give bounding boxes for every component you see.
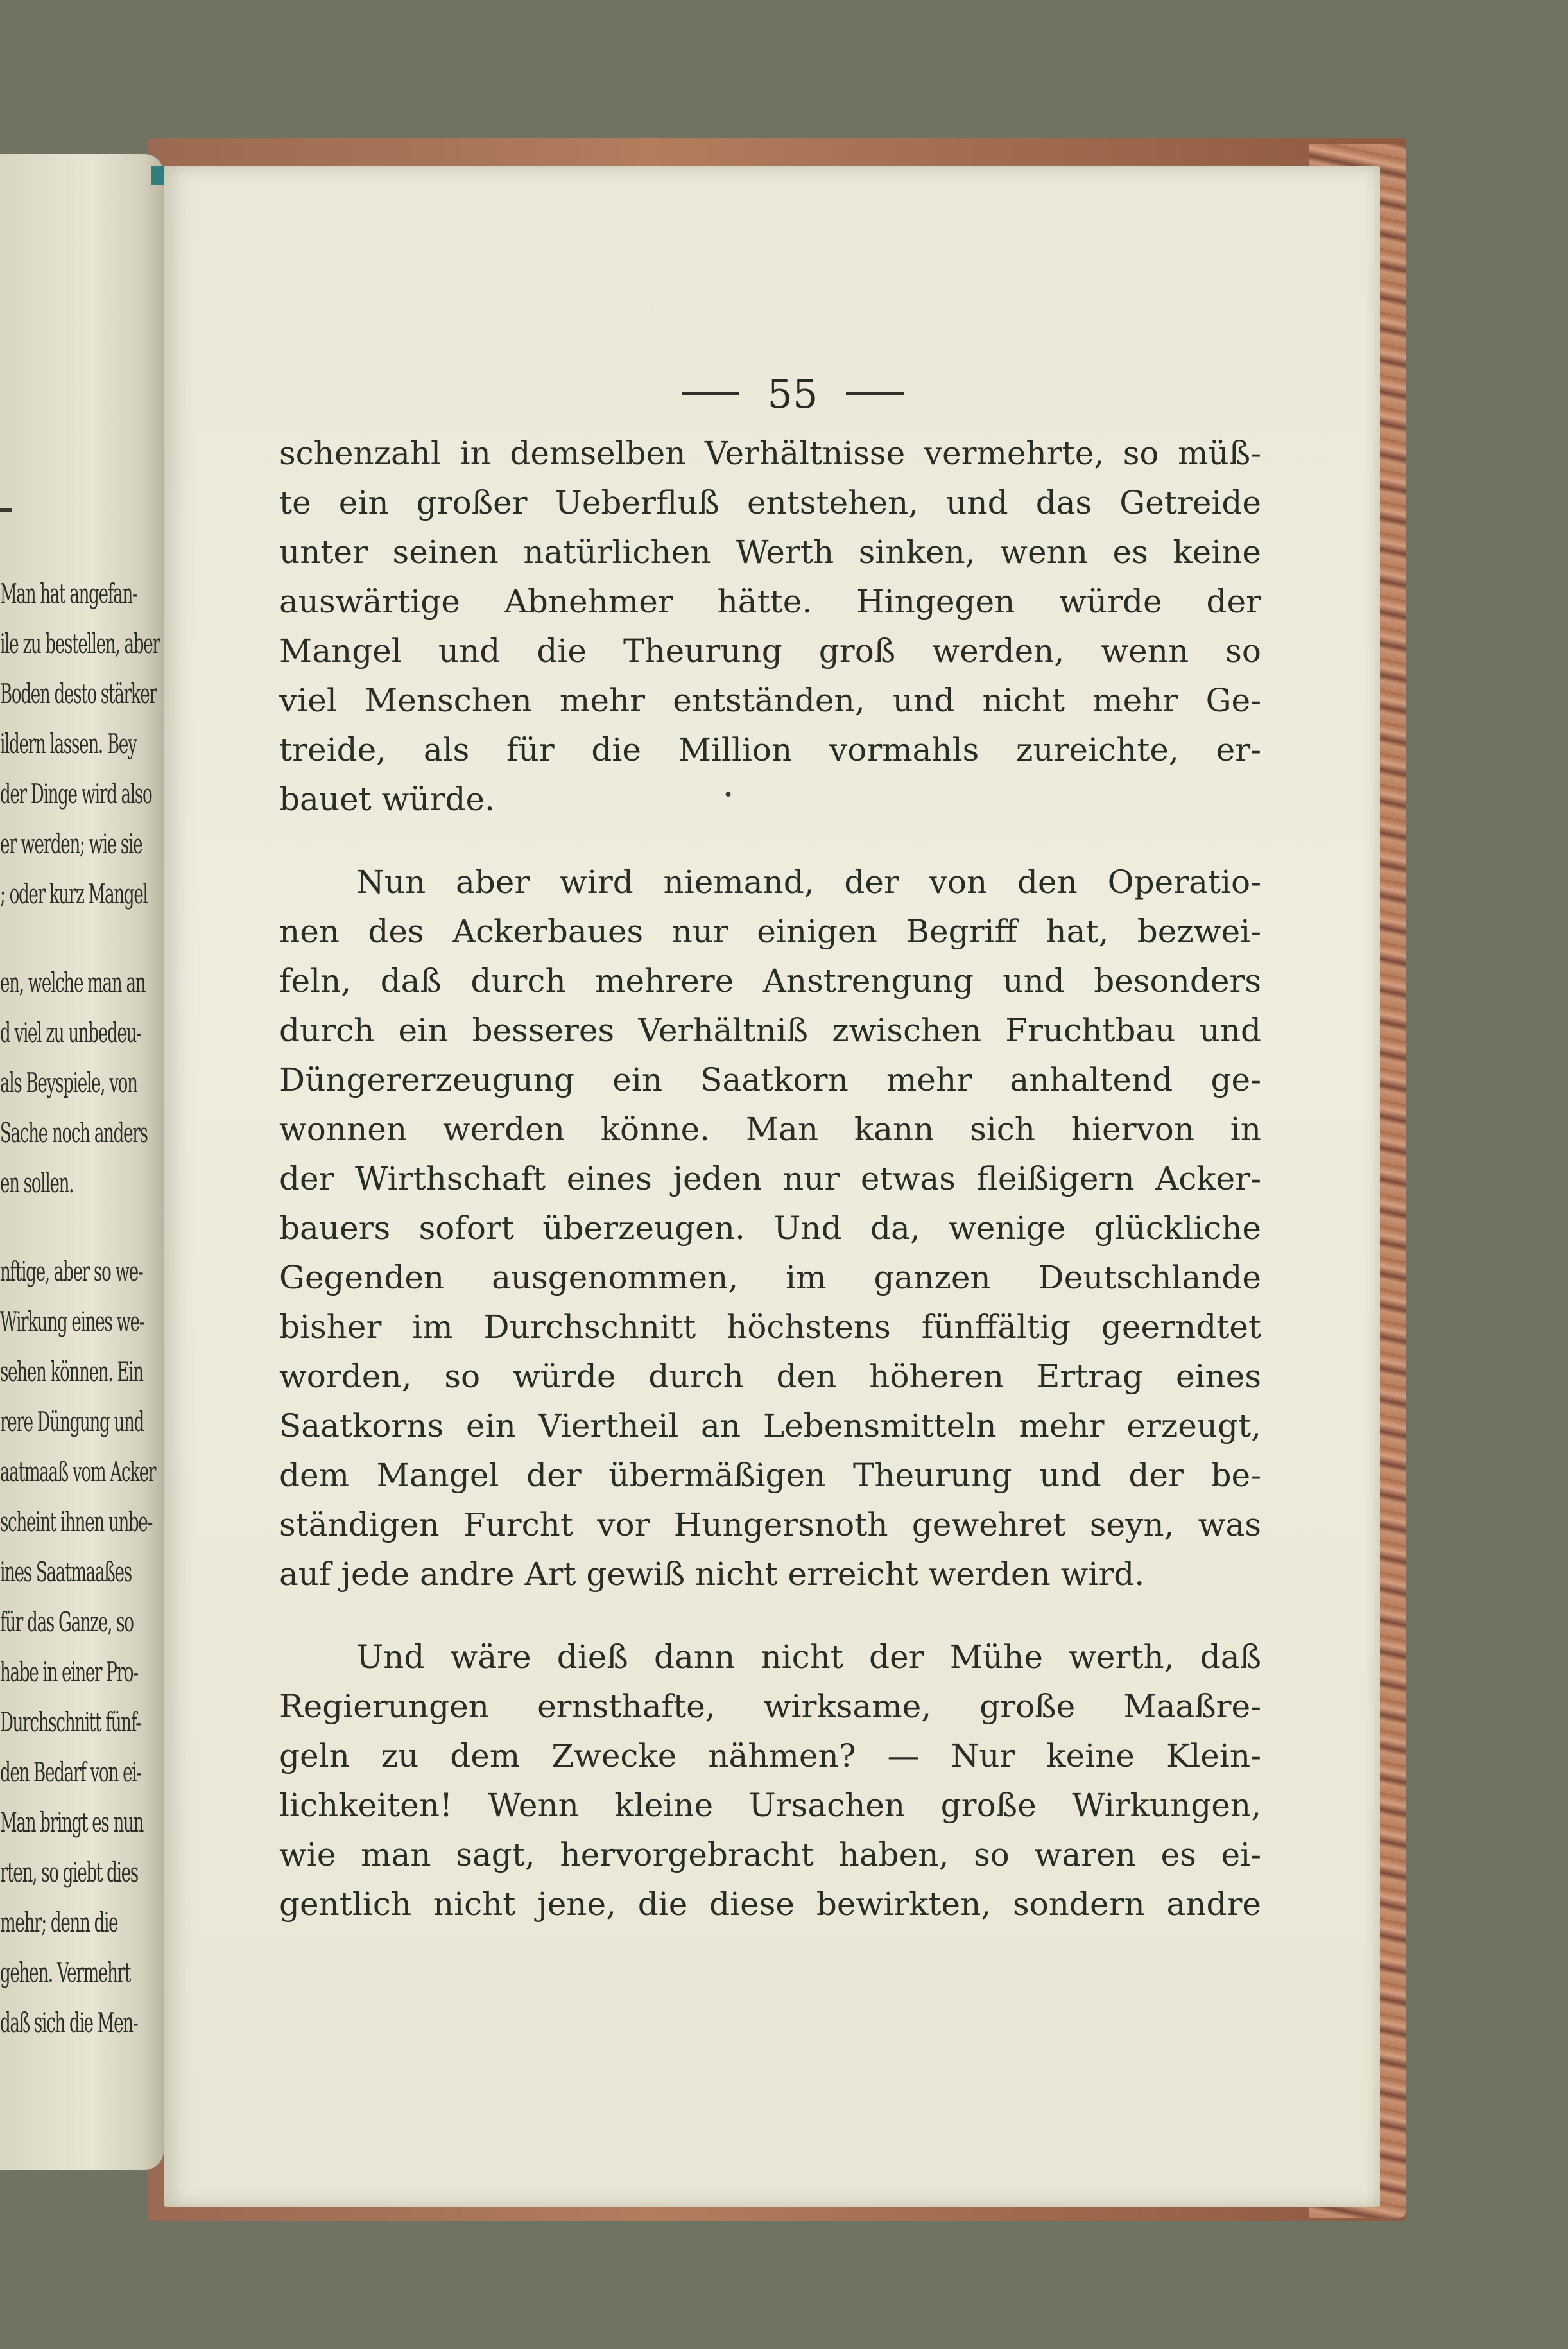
- text-line: auswärtige Abnehmer hätte. Hingegen würde der: [279, 583, 1261, 620]
- facing-page-line: rere Düngung und: [0, 1406, 144, 1437]
- facing-page-line: en sollen.: [0, 1167, 74, 1199]
- page-number: 55: [767, 370, 818, 417]
- text-line: lichkeiten! Wenn kleine Ursachen große Wirkungen,: [279, 1787, 1261, 1824]
- text-line: geln zu dem Zwecke nähmen? — Nur keine Klein-: [279, 1737, 1261, 1774]
- text-line: dem Mangel der übermäßigen Theurung und der be-: [279, 1457, 1261, 1494]
- facing-page-line: sehen können. Ein: [0, 1356, 143, 1387]
- paragraph-gap: [279, 824, 1261, 858]
- paragraph-gap: [279, 1599, 1261, 1633]
- facing-page-line: nftige, aber so we-: [0, 1256, 143, 1287]
- facing-page: [0, 154, 164, 2170]
- text-line: bisher im Durchschnitt höchstens fünffältig geerndtet: [279, 1308, 1261, 1346]
- facing-page-line: d viel zu unbedeu-: [0, 1017, 141, 1048]
- facing-page-line: ile zu bestellen, aber: [0, 628, 160, 659]
- paragraph: [279, 429, 1261, 824]
- text-line: ständigen Furcht vor Hungersnoth gewehret seyn, was: [279, 1506, 1261, 1543]
- facing-page-line: gehen. Vermehrt: [0, 1957, 131, 1988]
- text-line: Mangel und die Theurung groß werden, wenn so: [279, 632, 1261, 670]
- facing-page-line: scheint ihnen unbe-: [0, 1506, 153, 1538]
- text-line: treide, als für die Million vormahls zureichte, er-: [279, 731, 1261, 768]
- text-line: Und wäre dieß dann nicht der Mühe werth, daß: [356, 1638, 1261, 1676]
- text-line: Saatkorns ein Viertheil an Lebensmitteln mehr erzeugt,: [279, 1407, 1261, 1444]
- header-rule-left: [682, 392, 739, 395]
- facing-page-line: Man hat angefan-: [0, 578, 137, 609]
- facing-page-line: ildern lassen. Bey: [0, 728, 137, 759]
- text-line: bauers sofort überzeugen. Und da, wenige glückliche: [279, 1209, 1261, 1247]
- paragraph: [279, 858, 1261, 1599]
- facing-page-line: daß sich die Men-: [0, 2007, 138, 2038]
- text-line: durch ein besseres Verhältniß zwischen Fruchtbau und: [279, 1012, 1261, 1049]
- facing-page-line: der Dinge wird also: [0, 778, 152, 810]
- book-page: [164, 166, 1380, 2207]
- page-body: [279, 429, 1261, 1929]
- text-line: wie man sagt, hervorgebracht haben, so waren es ei-: [279, 1836, 1261, 1873]
- facing-page-header-rule: [0, 508, 12, 512]
- text-line: worden, so würde durch den höheren Ertrag eines: [279, 1358, 1261, 1395]
- text-line: Regierungen ernsthafte, wirksame, große Maaßre-: [279, 1688, 1261, 1725]
- text-line: der Wirthschaft eines jeden nur etwas fleißigern Acker-: [279, 1160, 1261, 1197]
- facing-page-line: en, welche man an: [0, 967, 146, 998]
- text-line: te ein großer Ueberfluß entstehen, und das Getreide: [279, 484, 1261, 521]
- text-line: feln, daß durch mehrere Anstrengung und besonders: [279, 962, 1261, 1000]
- text-line: viel Menschen mehr entständen, und nicht mehr Ge-: [279, 682, 1261, 719]
- header-rule-right: [846, 392, 904, 395]
- text-line: wonnen werden könne. Man kann sich hiervon in: [279, 1111, 1261, 1148]
- text-line: schenzahl in demselben Verhältnisse vermehrte, so müß-: [279, 435, 1261, 472]
- facing-page-line: Sache noch anders: [0, 1117, 148, 1148]
- text-line: Düngererzeugung ein Saatkorn mehr anhaltend ge-: [279, 1061, 1261, 1098]
- facing-page-line: er werden; wie sie: [0, 828, 142, 860]
- facing-page-line: Man bringt es nun: [0, 1807, 144, 1838]
- facing-page-line: ines Saatmaaßes: [0, 1556, 132, 1588]
- text-line: nen des Ackerbaues nur einigen Begriff hat, bezwei-: [279, 913, 1261, 950]
- facing-page-line: aatmaaß vom Acker: [0, 1456, 156, 1487]
- facing-page-line: den Bedarf von ei-: [0, 1756, 141, 1788]
- facing-page-line: für das Ganze, so: [0, 1606, 134, 1638]
- text-line: Gegenden ausgenommen, im ganzen Deutschlande: [279, 1259, 1261, 1296]
- text-line: Nun aber wird niemand, der von den Operatio-: [356, 863, 1261, 901]
- text-line: gentlich nicht jene, die diese bewirkten, sondern andre: [279, 1885, 1261, 1923]
- facing-page-line: Durchschnitt fünf-: [0, 1706, 141, 1738]
- facing-page-line: Boden desto stärker: [0, 678, 157, 709]
- facing-page-line: als Beyspiele, von: [0, 1067, 137, 1098]
- facing-page-line: habe in einer Pro-: [0, 1656, 138, 1688]
- facing-page-line: mehr; denn die: [0, 1907, 118, 1938]
- page-header: [549, 358, 1037, 429]
- text-line: bauet würde.: [279, 781, 495, 818]
- facing-page-line: rten, so giebt dies: [0, 1857, 139, 1888]
- facing-page-line: ; oder kurz Mangel: [0, 878, 148, 910]
- paragraph: [279, 1633, 1261, 1929]
- text-line: unter seinen natürlichen Werth sinken, wenn es keine: [279, 533, 1261, 571]
- text-line: auf jede andre Art gewiß nicht erreicht werden wird.: [279, 1556, 1145, 1593]
- facing-page-line: Wirkung eines we-: [0, 1306, 144, 1337]
- ink-speck: ·: [722, 772, 735, 817]
